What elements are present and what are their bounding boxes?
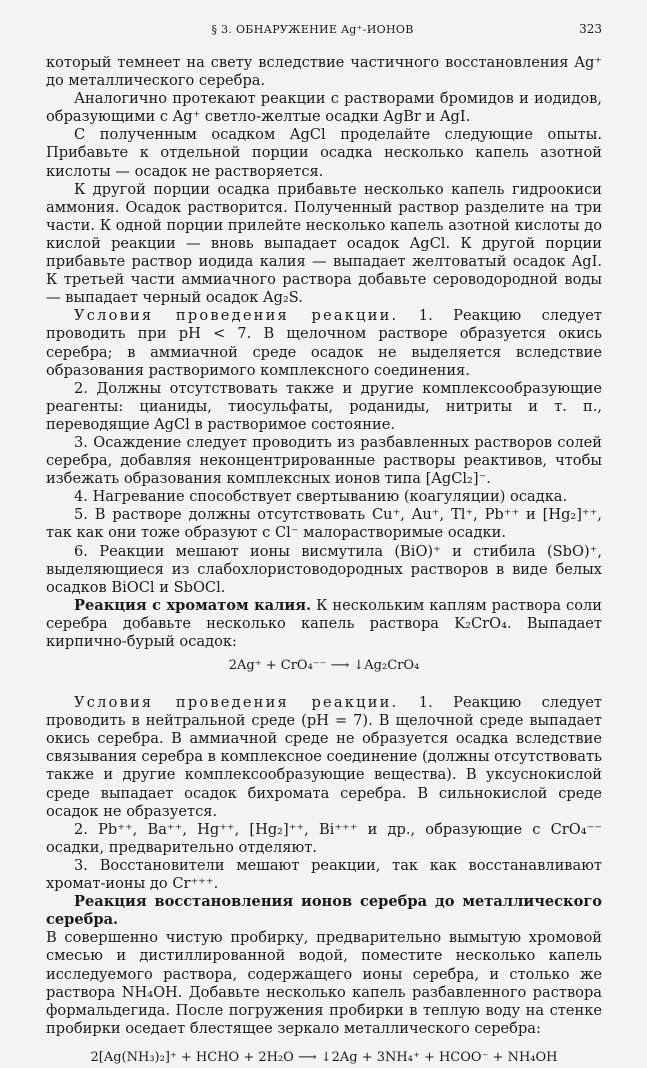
paragraph-text: Реакцию следует проводить при pH < 7. В щелочном растворе образуется окись серебра; в аммиачной среде осадок не выделяется вследствие образования растворимого комплексного соединения. [46,307,602,379]
mirror-equation: 2[Ag(NH₃)₂]⁺ + HCHO + 2H₂O ⟶ ↓2Ag + 3NH₄⁺ + HCOO⁻ + NH₄OH [90,1049,558,1065]
list-number: 1. [418,307,433,325]
running-header [46,22,602,44]
paragraph: который темнеет на свету вследствие частичного восстановления Ag⁺ до металлического серебра. [46,54,602,90]
conditions-heading: Условия проведения реакции. [74,694,399,712]
paragraph: 5. В растворе должны отсутствовать Cu⁺, Au⁺, Tl⁺, Pb⁺⁺ и [Hg₂]⁺⁺, так как они тоже образуют с Cl⁻ малорастворимые осадки. [46,506,602,542]
paragraph-text: Реакцию следует проводить в нейтральной среде (pH = 7). В щелочной среде выпадает окись серебра. В аммиачной среде не образуется осадка вследствие связывания серебра в комплексное соединение (должны отсутствовать также и другие комплексообразующие вещества). В уксуснокислой среде выпадает осадок бихромата серебра. В сильнокислой среде осадок не образуется. [46,694,602,820]
paragraph [46,307,602,379]
reduction-heading: Реакция восстановления ионов серебра до металлического серебра. [46,893,602,929]
paragraph: К другой порции осадка прибавьте несколько капель гидроокиси аммония. Осадок растворится. Полученный раствор разделите на три части. К одной порции прилейте несколько капель азотной кислоты до кислой реакции — вновь выпадает осадок AgCl. К другой порции прибавьте раствор иодида калия — выпадает желтоватый осадок AgI. К третьей части аммиачного раствора добавьте сероводородной воды — выпадает черный осадок Ag₂S. [46,180,602,307]
section-title: § 3. ОБНАРУЖЕНИЕ Ag⁺-ИОНОВ [211,23,414,36]
paragraph: Аналогично протекают реакции с растворами бромидов и иодидов, образующими с Ag⁺ светло-желтые осадки AgBr и AgI. [46,90,602,126]
conditions-heading: Условия проведения реакции. [74,307,399,325]
paragraph: 4. Нагревание способствует свертыванию (коагуляции) осадка. [74,488,568,506]
paragraph: В совершенно чистую пробирку, предварительно вымытую хромовой смесью и дистиллированной водой, поместите несколько капель исследуемого раствора, содержащего ионы серебра, и столько же раствора NH₄OH. Добавьте несколько капель разбавленного раствора формальдегида. После погружения пробирки в теплую воду на стенке пробирки оседает блестящее зеркало металлического серебра: [46,929,602,1037]
paragraph [46,893,602,929]
page-number: 323 [579,22,602,36]
paragraph-text: К нескольким каплям раствора соли серебра добавьте несколько капель раствора K₂CrO₄. Выпадает кирпично-бурый осадок: [46,596,602,650]
paragraph: 3. Осаждение следует проводить из разбавленных растворов солей серебра, добавляя неконцентрированные растворы реактивов, чтобы избежать образования комплексных ионов типа [AgCl₂]⁻. [46,433,602,488]
paragraph: С полученным осадком AgCl проделайте следующие опыты. Прибавьте к отдельной порции осадка несколько капель азотной кислоты — осадок не растворяется. [46,126,602,180]
paragraph [46,694,602,821]
chromate-equation: 2Ag⁺ + CrO₄⁻⁻ ⟶ ↓Ag₂CrO₄ [228,658,420,674]
paragraph: 3. Восстановители мешают реакции, так как восстанавливают хромат-ионы до Cr⁺⁺⁺. [46,856,602,893]
chromate-heading: Реакция с хроматом калия. [74,596,312,614]
body-text [46,54,602,1068]
paragraph: 2. Должны отсутствовать также и другие комплексообразующие реагенты: цианиды, тиосульфаты, роданиды, нитриты и т. п., переводящие AgCl в растворимое состояние. [46,379,602,433]
list-number: 1. [418,694,433,712]
paragraph [46,597,602,651]
paragraph: 2. Pb⁺⁺, Ba⁺⁺, Hg⁺⁺, [Hg₂]⁺⁺, Bi⁺⁺⁺ и др., образующие с CrO₄⁻⁻ осадки, предварительно отделяют. [46,820,602,856]
paragraph: 6. Реакции мешают ионы висмутила (BiO)⁺ и стибила (SbO)⁺, выделяющиеся из слабохлористоводородных растворов в виде белых осадков BiOCl и SbOCl. [46,542,602,596]
book-page [46,22,602,1068]
